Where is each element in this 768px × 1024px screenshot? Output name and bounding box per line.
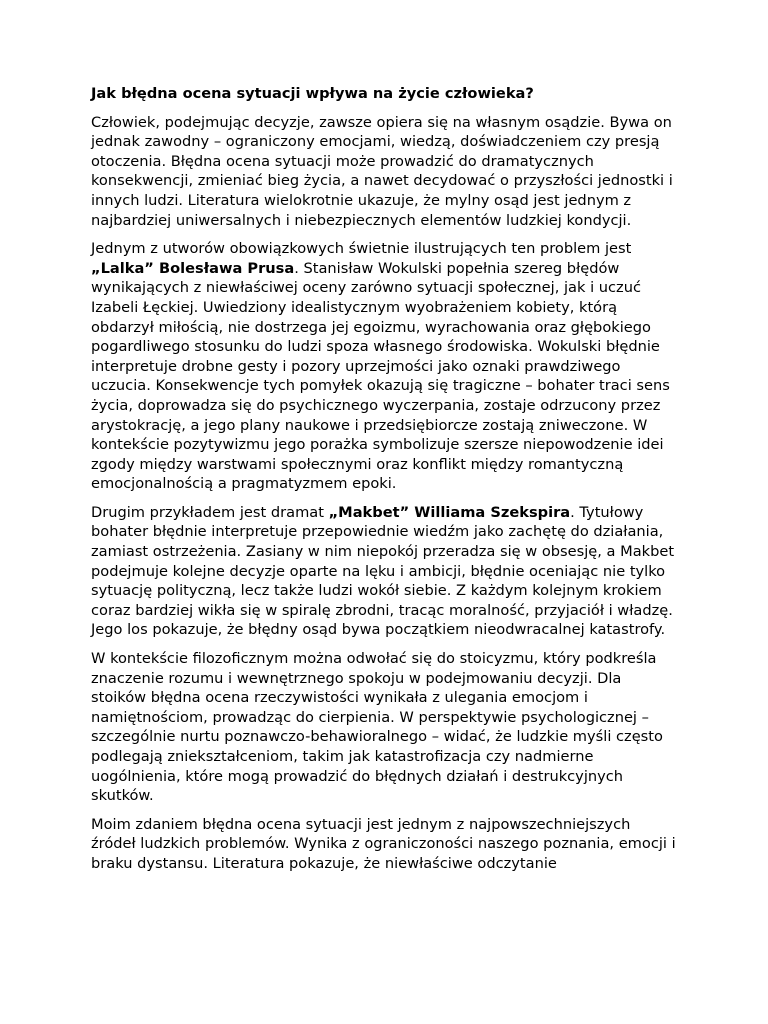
paragraph-makbet	[91, 503, 679, 640]
paragraph-lalka-lead: Jednym z utworów obowiązkowych świetnie ilustrujących ten problem jest	[91, 240, 632, 258]
document-page	[91, 84, 679, 883]
paragraph-lalka-body: . Stanisław Wokulski popełnia szereg błędów wynikających z niewłaściwej oceny zarówno sytuacji społecznej, jak i uczuć Izabeli Łęckiej. Uwiedziony idealistycznym wyobrażeniem kobiety, którą obdarzył miłością, nie dostrzega jej egoizmu, wyrachowania oraz głębokiego pogardliwego stosunku do ludzi spoza własnego środowiska. Wokulski błędnie interpretuje drobne gesty i pozory uprzejmości jako oznaki prawdziwego uczucia. Konsekwencje tych pomyłek okazują się tragiczne – bohater traci sens życia, doprowadza się do psychicznego wyczerpania, zostaje odrzucony przez arystokrację, a jego plany naukowe i przedsiębiorcze zostają zniweczone. W kontekście pozytywizmu jego porażka symbolizuje szersze niepowodzenie idei zgody między warstwami społecznymi oraz konflikt między romantyczną emocjonalnością a pragmatyzmem epoki.	[91, 259, 670, 493]
essay-title: Jak błędna ocena sytuacji wpływa na życie człowieka?	[91, 85, 534, 102]
work-title-makbet: „Makbet” Williama Szekspira	[328, 503, 571, 521]
paragraph-conclusion: Moim zdaniem błędna ocena sytuacji jest jednym z najpowszechniejszych źródeł ludzkich problemów. Wynika z ograniczoności naszego poznania, emocji i braku dystansu. Literatura pokazuje, że niewłaściwe odczytanie	[91, 815, 676, 872]
work-title-lalka: „Lalka” Bolesława Prusa	[91, 259, 295, 277]
paragraph-intro: Człowiek, podejmując decyzje, zawsze opiera się na własnym osądzie. Bywa on jednak zawodny – ograniczony emocjami, wiedzą, doświadczeniem czy presją otoczenia. Błędna ocena sytuacji może prowadzić do dramatycznych konsekwencji, zmieniać bieg życia, a nawet decydować o przyszłości jednostki i innych ludzi. Literatura wielokrotnie ukazuje, że mylny osąd jest jednym z najbardziej uniwersalnych i niebezpiecznych elementów ludzkiej kondycji.	[91, 113, 673, 229]
paragraph-makbet-lead: Drugim przykładem jest dramat	[91, 503, 329, 521]
paragraph-lalka	[91, 239, 679, 494]
paragraph-philosophy: W kontekście filozoficznym można odwołać się do stoicyzmu, który podkreśla znaczenie rozumu i wewnętrznego spokoju w podejmowaniu decyzji. Dla stoików błędna ocena rzeczywistości wynikała z ulegania emocjom i namiętnościom, prowadząc do cierpienia. W perspektywie psychologicznej – szczególnie nurtu poznawczo-behawioralnego – widać, że ludzkie myśli często podlegają zniekształceniom, takim jak katastrofizacja czy nadmierne uogólnienia, które mogą prowadzić do błędnych działań i destrukcyjnych skutków.	[91, 650, 663, 805]
paragraph-makbet-body: . Tytułowy bohater błędnie interpretuje przepowiednie wiedźm jako zachętę do działania, zamiast ostrzeżenia. Zasiany w nim niepokój przeradza się w obsesję, a Makbet podejmuje kolejne decyzje oparte na lęku i ambicji, błędnie oceniając nie tylko sytuację polityczną, lecz także ludzi wokół siebie. Z każdym kolejnym krokiem coraz bardziej wikła się w spiralę zbrodni, tracąc moralność, przyjaciół i władzę. Jego los pokazuje, że błędny osąd bywa początkiem nieodwracalnej katastrofy.	[91, 503, 675, 639]
